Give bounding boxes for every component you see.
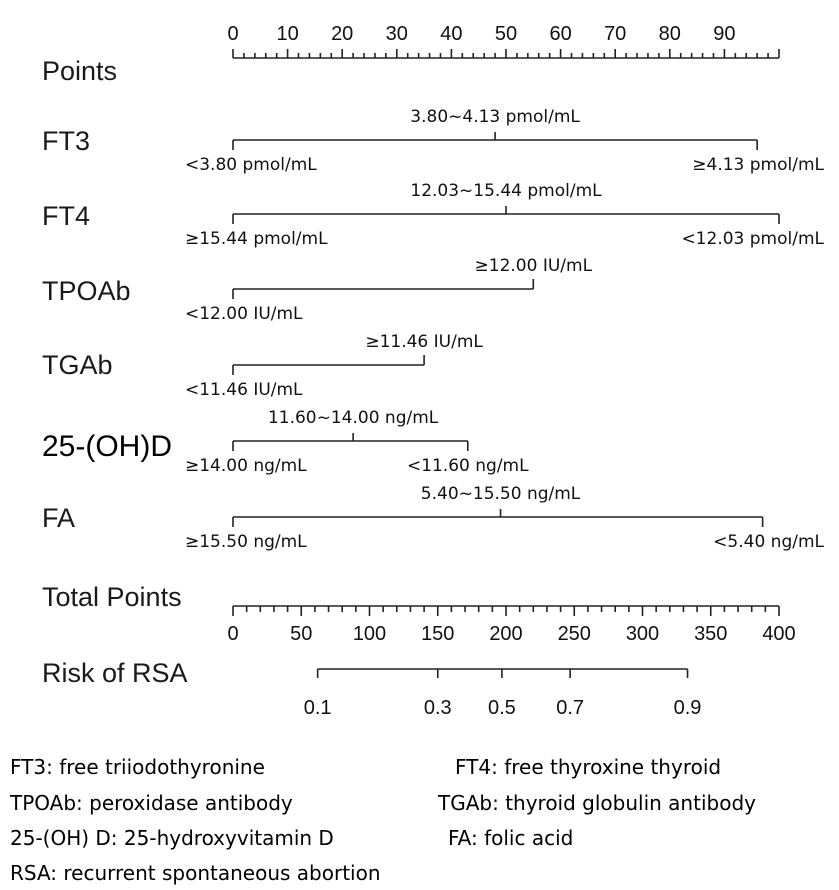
- total-points-axis-label: Total Points: [42, 582, 182, 612]
- level-label-25-oh-d: 11.60~14.00 ng/mL: [267, 408, 439, 428]
- risk-tick-label: 0.9: [673, 697, 702, 719]
- total-points-tick-label: 250: [557, 623, 591, 645]
- level-label-25-oh-d: ≥14.00 ng/mL: [185, 456, 307, 476]
- total-points-tick-label: 100: [352, 623, 387, 645]
- predictor-label-ft4: FT4: [42, 201, 91, 231]
- total-points-tick-label: 300: [625, 623, 660, 645]
- level-label-ft3: ≥4.13 pmol/mL: [692, 155, 824, 175]
- footnote-fa: FA: folic acid: [448, 826, 574, 850]
- predictor-label-tgab: TGAb: [42, 350, 113, 380]
- footnote-rsa: RSA: recurrent spontaneous abortion: [10, 861, 381, 885]
- level-label-tgab: ≥11.46 IU/mL: [365, 332, 483, 352]
- level-label-ft3: 3.80~4.13 pmol/mL: [410, 107, 580, 127]
- points-tick-label: 30: [385, 23, 408, 45]
- footnotes: [0, 740, 839, 890]
- risk-axis-label: Risk of RSA: [42, 658, 188, 688]
- footnote-tgab: TGAb: thyroid globulin antibody: [438, 791, 756, 815]
- total-points-tick-label: 50: [290, 623, 313, 645]
- total-points-tick-label: 400: [762, 623, 796, 645]
- points-tick-label: 50: [494, 23, 518, 45]
- points-tick-label: 90: [713, 23, 736, 45]
- level-label-fa: <5.40 ng/mL: [713, 532, 824, 552]
- points-tick-label: 20: [331, 23, 354, 45]
- points-tick-label: 40: [440, 23, 463, 45]
- footnote-ft3: FT3: free triiodothyronine: [10, 755, 265, 779]
- level-label-tpoab: <12.00 IU/mL: [185, 304, 303, 324]
- points-tick-label: 10: [276, 23, 299, 45]
- points-tick-label: 80: [658, 23, 681, 45]
- footnote-25ohd: 25-(OH) D: 25-hydroxyvitamin D: [10, 826, 334, 850]
- risk-tick-label: 0.3: [423, 697, 452, 719]
- level-label-ft4: <12.03 pmol/mL: [681, 229, 824, 249]
- risk-tick-label: 0.7: [556, 697, 585, 719]
- points-axis-label: Points: [42, 56, 118, 86]
- points-tick-label: 60: [549, 23, 572, 45]
- level-label-fa: ≥15.50 ng/mL: [185, 532, 307, 552]
- level-label-ft4: ≥15.44 pmol/mL: [185, 229, 328, 249]
- risk-tick-label: 0.1: [303, 697, 332, 719]
- total-points-tick-label: 150: [421, 623, 455, 645]
- risk-tick-label: 0.5: [487, 697, 516, 719]
- total-points-tick-label: 200: [489, 623, 523, 645]
- level-label-fa: 5.40~15.50 ng/mL: [420, 484, 581, 504]
- points-tick-label: 0: [227, 23, 239, 45]
- total-points-tick-label: 0: [227, 623, 239, 645]
- total-points-tick-label: 350: [694, 623, 728, 645]
- level-label-ft4: 12.03~15.44 pmol/mL: [410, 181, 602, 201]
- level-label-tgab: <11.46 IU/mL: [185, 380, 303, 400]
- level-label-ft3: <3.80 pmol/mL: [185, 155, 317, 175]
- predictor-label-25-oh-d: 25-(OH)D: [42, 430, 173, 463]
- footnote-tpoab: TPOAb: peroxidase antibody: [10, 791, 293, 815]
- predictor-label-ft3: FT3: [42, 126, 91, 156]
- level-label-tpoab: ≥12.00 IU/mL: [474, 256, 593, 276]
- predictor-label-tpoab: TPOAb: [42, 276, 131, 306]
- footnote-ft4: FT4: free thyroxine thyroid: [455, 755, 722, 779]
- points-tick-label: 70: [604, 23, 627, 45]
- level-label-25-oh-d: <11.60 ng/mL: [406, 456, 529, 476]
- predictor-label-fa: FA: [42, 503, 76, 533]
